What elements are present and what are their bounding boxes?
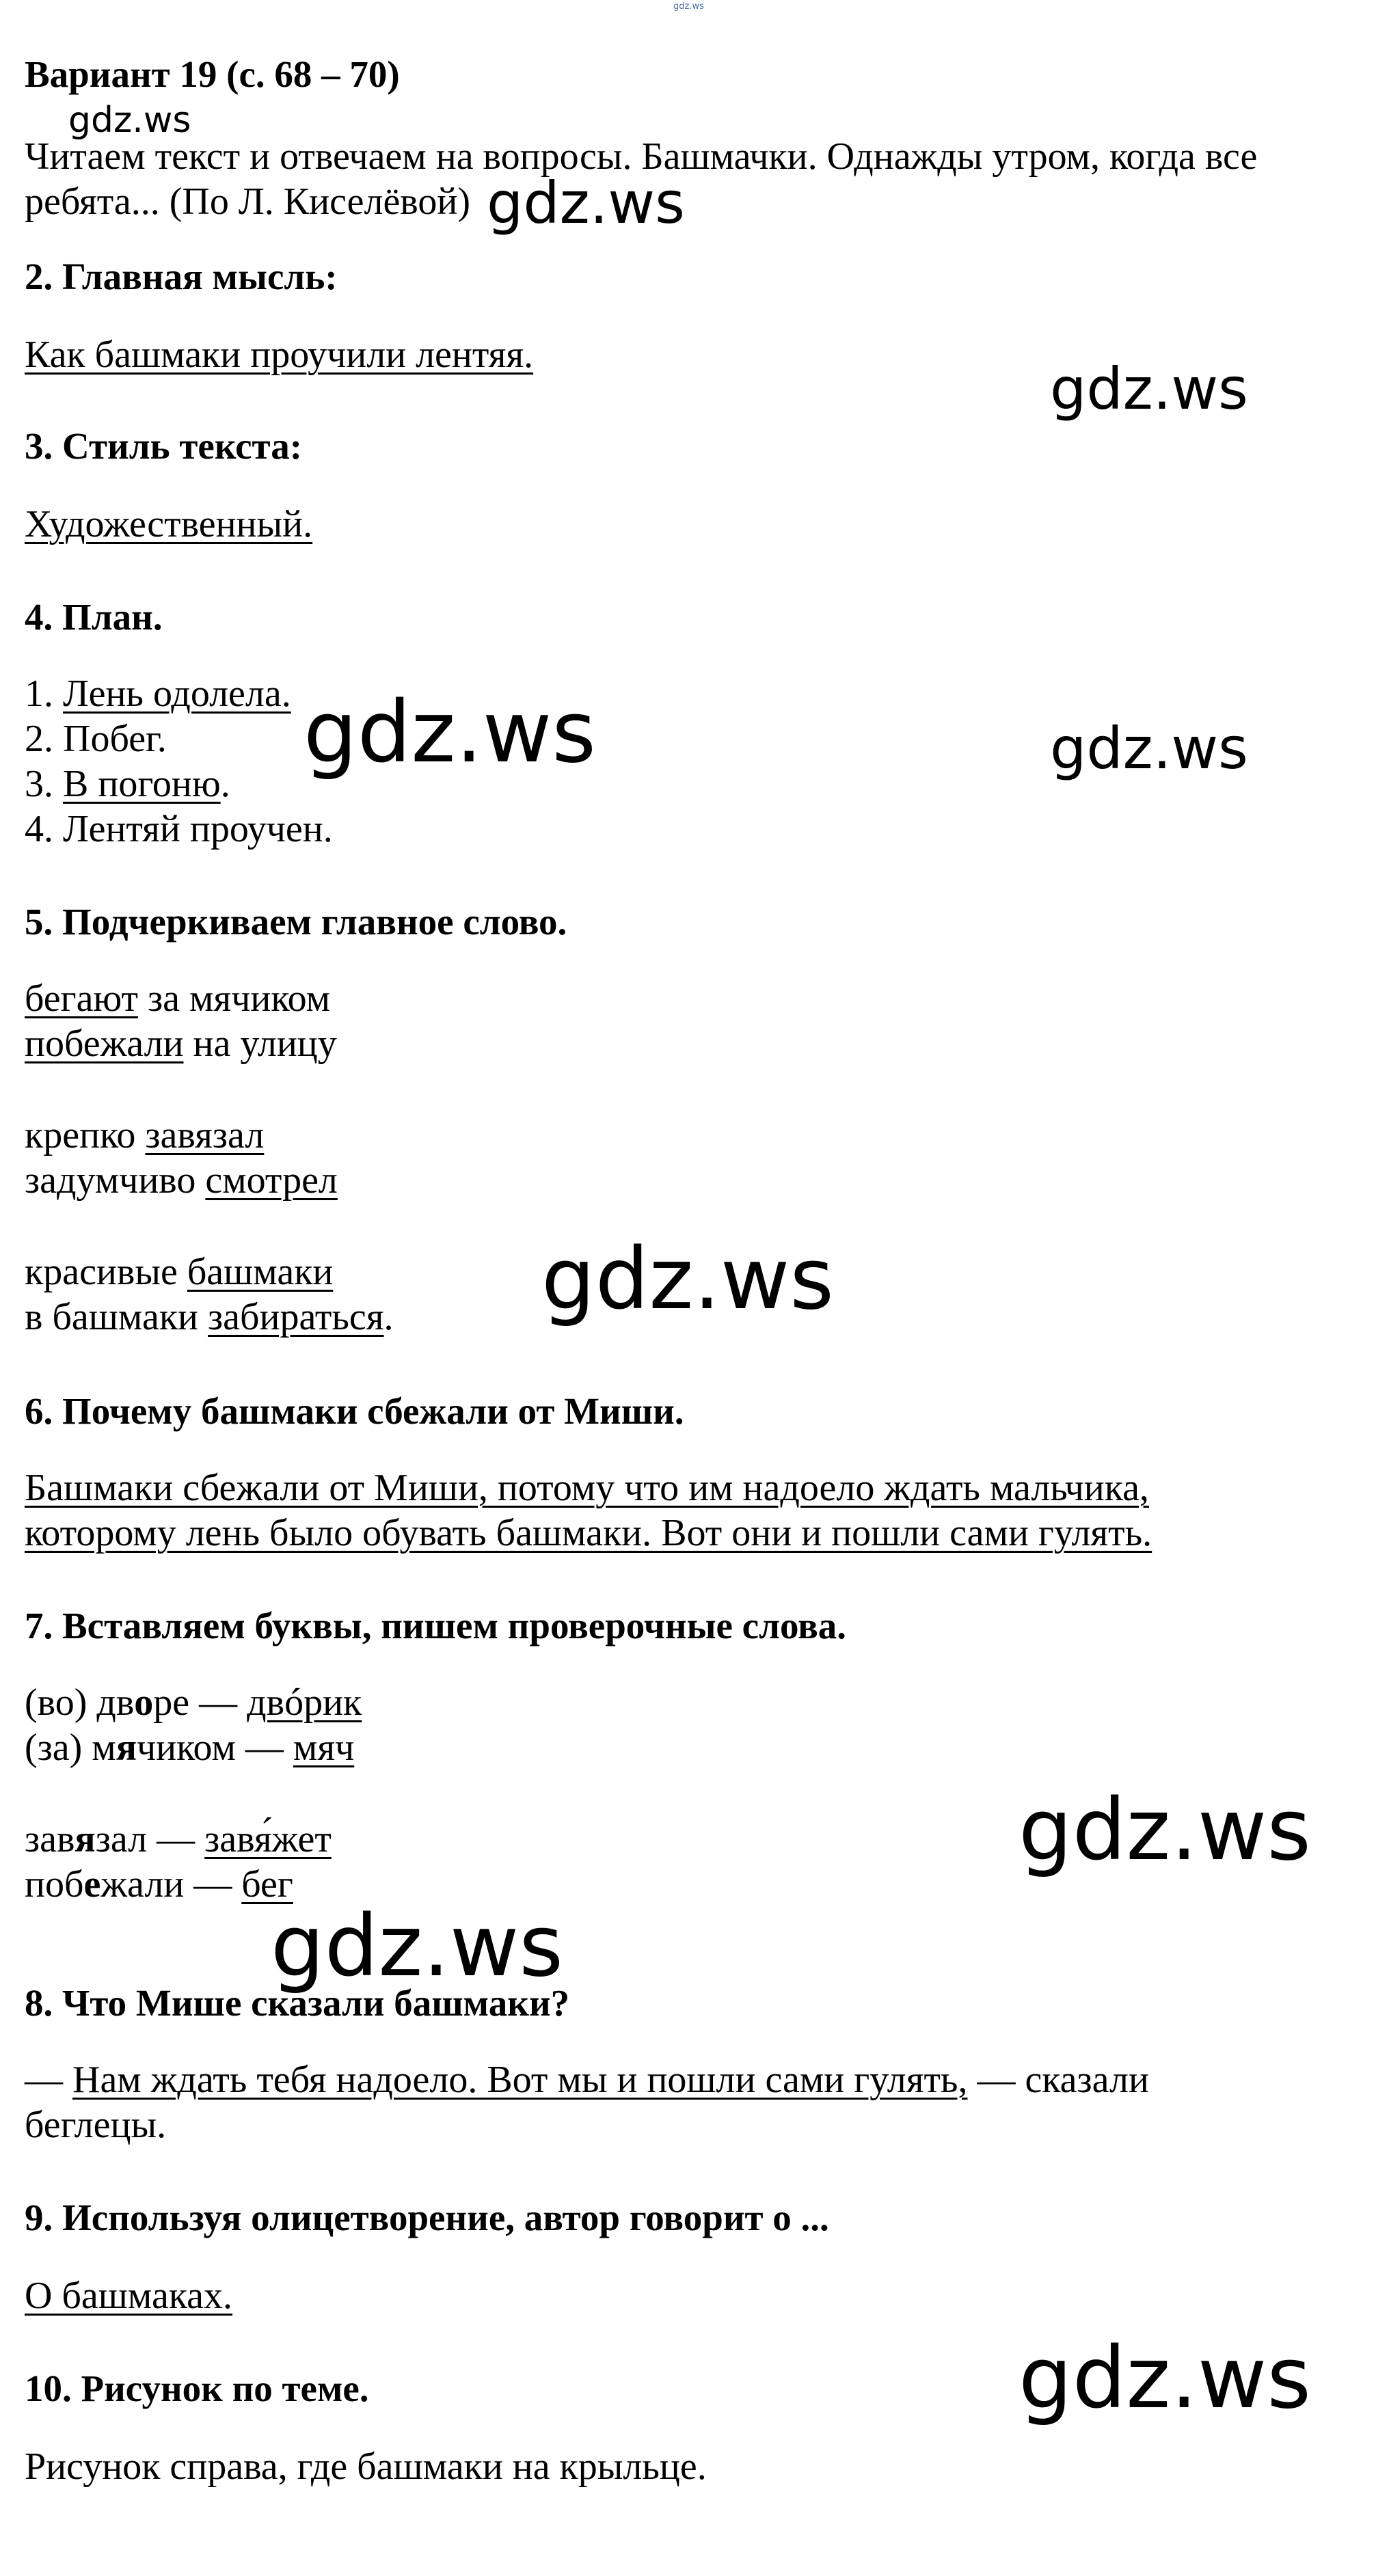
phrase-line: [25, 1249, 333, 1294]
check-word: завя́жет: [204, 1818, 332, 1860]
q10-heading: 10. Рисунок по теме.: [25, 2368, 369, 2409]
inserted-letter: о: [134, 1681, 154, 1724]
main-word: забираться: [208, 1296, 384, 1338]
plan-item-number: 2.: [25, 718, 53, 760]
q6-answer-line-2: которому лень было обувать башмаки. Вот они и пошли сами гулять.: [25, 1512, 1152, 1554]
plan-item: [25, 761, 230, 806]
watermark-text: gdz.ws: [487, 170, 685, 236]
inserted-letter: я: [116, 1726, 137, 1769]
q9-heading: 9. Используя олицетворение, автор говорит о ...: [25, 2197, 829, 2238]
watermark-text: gdz.ws: [1019, 1781, 1311, 1880]
word-end: жали —: [100, 1863, 242, 1906]
plan-item-text: В погоню: [63, 763, 221, 805]
check-word: бег: [241, 1863, 293, 1906]
dependent-word: на улицу: [183, 1022, 337, 1065]
page-title: Вариант 19 (с. 68 – 70): [25, 53, 400, 95]
q6-heading: 6. Почему башмаки сбежали от Миши.: [25, 1390, 684, 1432]
main-word: смотрел: [205, 1159, 338, 1202]
intro-line-2: ребята... (По Л. Киселёвой): [25, 180, 470, 223]
plan-item-number: 1.: [25, 673, 53, 715]
main-word: бегают: [25, 977, 139, 1020]
top-watermark: gdz.ws: [673, 1, 704, 12]
plan-item: [25, 716, 167, 761]
q6-answer-line-1: Башмаки сбежали от Миши, потому что им надоело ждать мальчика,: [25, 1467, 1149, 1509]
plan-item-number: 4.: [25, 808, 53, 850]
q8-answer-line-2: беглецы.: [25, 2104, 167, 2146]
phrase-line: [25, 1294, 393, 1340]
inserted-letter: е: [83, 1863, 101, 1906]
word-start: (за) м: [25, 1726, 116, 1769]
plan-item: [25, 671, 291, 716]
dependent-word: за мячиком: [138, 977, 331, 1020]
watermark-text: gdz.ws: [1050, 355, 1248, 422]
word-end: чиком —: [137, 1726, 293, 1769]
watermark-text: gdz.ws: [1019, 2329, 1311, 2428]
plan-item-text: Лентяй проучен.: [63, 808, 333, 850]
watermark-text: gdz.ws: [68, 100, 191, 141]
word-end: ре —: [153, 1681, 247, 1724]
dependent-word: крепко: [25, 1114, 146, 1156]
main-word: побежали: [25, 1022, 184, 1065]
check-word: двóрик: [247, 1681, 362, 1724]
word-start: поб: [25, 1863, 84, 1906]
direct-speech: Нам ждать тебя надоело. Вот мы и пошли сами гулять,: [72, 2059, 968, 2101]
dependent-word: задумчиво: [25, 1159, 206, 1202]
inserted-letter: я: [75, 1818, 96, 1860]
q4-heading: 4. План.: [25, 596, 163, 638]
word-end: зал —: [95, 1818, 205, 1860]
plan-item: [25, 806, 333, 852]
author-words: — сказали: [967, 2059, 1149, 2101]
plan-item-tail: .: [220, 763, 230, 805]
q7-heading: 7. Вставляем буквы, пишем проверочные слова.: [25, 1605, 847, 1646]
plan-item-number: 3.: [25, 763, 53, 805]
q3-answer: Художественный.: [25, 503, 313, 545]
spelling-row: [25, 1817, 332, 1862]
intro-line-1: Читаем текст и отвечаем на вопросы. Башмачки. Однажды утром, когда все: [25, 135, 1258, 178]
watermark-text: gdz.ws: [304, 683, 596, 782]
spelling-row: [25, 1862, 293, 1907]
word-start: (во) дв: [25, 1681, 135, 1724]
q10-answer: Рисунок справа, где башмаки на крыльце.: [25, 2445, 707, 2488]
q9-answer: О башмаках.: [25, 2275, 233, 2317]
main-word: завязал: [145, 1114, 265, 1156]
q2-answer: Как башмаки проучили лентяя.: [25, 334, 534, 376]
phrase-line: [25, 1158, 338, 1203]
main-word: башмаки: [187, 1251, 334, 1293]
q2-heading: 2. Главная мысль:: [25, 256, 338, 297]
q5-heading: 5. Подчеркиваем главное слово.: [25, 901, 567, 943]
plan-item-text: Побег.: [63, 718, 167, 760]
watermark-text: gdz.ws: [271, 1897, 563, 1996]
check-word: мяч: [293, 1726, 355, 1769]
watermark-text: gdz.ws: [1050, 715, 1248, 782]
q8-answer-line-1: [25, 2057, 1149, 2102]
plan-item-text: Лень одолела.: [63, 673, 291, 715]
dash: —: [25, 2059, 72, 2101]
q8-heading: 8. Что Мише сказали башмаки?: [25, 1982, 570, 2024]
phrase-line: [25, 1113, 264, 1158]
spelling-row: [25, 1680, 362, 1725]
dependent-word: красивые: [25, 1251, 187, 1293]
phrase-tail: .: [383, 1296, 394, 1338]
watermark-text: gdz.ws: [541, 1230, 834, 1329]
phrase-line: [25, 1021, 337, 1066]
word-start: зав: [25, 1818, 75, 1860]
q3-heading: 3. Стиль текста:: [25, 425, 303, 467]
spelling-row: [25, 1725, 354, 1770]
phrase-line: [25, 976, 330, 1021]
dependent-word: в башмаки: [25, 1296, 208, 1338]
